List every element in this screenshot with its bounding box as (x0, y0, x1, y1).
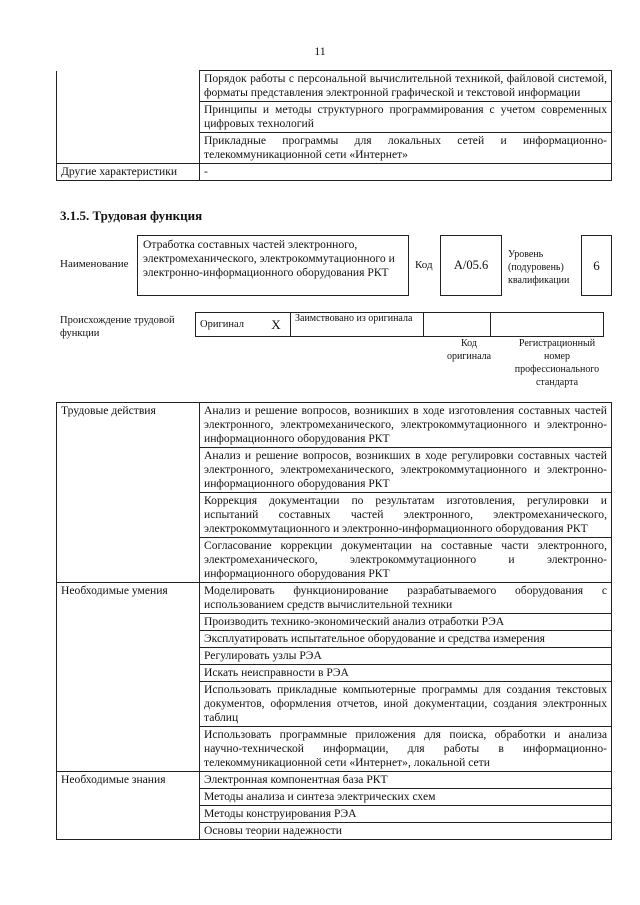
group-item: Коррекция документации по результатам изготовления, регулировки и испытаний составных частей электронного, электромеханического, электрокоммутационного и электронно-информационного оборудования РКТ (200, 493, 612, 538)
table-row (57, 71, 612, 102)
section-title: 3.1.5. Трудовая функция (60, 208, 203, 223)
row-value: - (200, 164, 612, 181)
qualification-level-box: 6 (581, 235, 612, 296)
group-item: Анализ и решение вопросов, возникших в ходе изготовления составных частей электронного, электромеханического, электрокоммутационного и электронно-информационного оборудования РКТ (200, 403, 612, 448)
table-row (57, 133, 612, 164)
row-label: Другие характеристики (57, 164, 200, 181)
original-label: Оригинал (196, 313, 263, 337)
group-item: Использовать прикладные компьютерные программы для создания текстовых документов, оформления отчетов, иной документации, создания электронных таблиц (200, 682, 612, 727)
code-original-cell (424, 313, 491, 337)
code-label: Код (415, 259, 433, 271)
group-item: Моделировать функционирование разрабатываемого оборудования с использованием средств вычислительной техники (200, 583, 612, 614)
table-row (57, 164, 612, 181)
group-item: Методы анализа и синтеза электрических схем (200, 789, 612, 806)
group-label: Необходимые умения (57, 583, 200, 772)
top-characteristics-table (56, 70, 612, 181)
group-item: Электронная компонентная база РКТ (200, 772, 612, 789)
group-item: Основы теории надежности (200, 823, 612, 840)
borrowed-label: Заимствовано из оригинала (291, 313, 424, 337)
group-item: Искать неисправности в РЭА (200, 665, 612, 682)
row-label (57, 71, 200, 102)
original-mark: X (262, 313, 291, 337)
group-label: Необходимые знания (57, 772, 200, 840)
labor-function-table (56, 402, 612, 840)
page-number: 11 (314, 44, 326, 58)
row-label (57, 133, 200, 164)
row-value: Порядок работы с персональной вычислительной техникой, файловой системой, форматы представления электронной графической и текстовой информации (200, 71, 612, 102)
group-item: Эксплуатировать испытательное оборудование и средства измерения (200, 631, 612, 648)
group-item: Регулировать узлы РЭА (200, 648, 612, 665)
table-row (57, 583, 612, 614)
group-item: Производить технико-экономический анализ отработки РЭА (200, 614, 612, 631)
row-value: Принципы и методы структурного программирования с учетом современных цифровых технологий (200, 102, 612, 133)
group-item: Методы конструирования РЭА (200, 806, 612, 823)
code-original-caption: Код оригинала (446, 338, 492, 362)
origin-label: Происхождение трудовой функции (60, 315, 175, 339)
group-item: Согласование коррекции документации на составные части электронного, электромеханического, электрокоммутационного и электронно-информационного оборудования РКТ (200, 538, 612, 583)
table-row (57, 403, 612, 448)
name-label: Наименование (60, 258, 129, 270)
row-label (57, 102, 200, 133)
reg-number-caption: Регистрационный номер профессионального стандарта (514, 338, 600, 388)
table-row (57, 772, 612, 789)
group-item: Анализ и решение вопросов, возникших в ходе регулировки составных частей электронного, электромеханического, электрокоммутационного и электронно-информационного оборудования РКТ (200, 448, 612, 493)
group-label: Трудовые действия (57, 403, 200, 583)
origin-table (195, 312, 604, 337)
reg-number-cell (491, 313, 604, 337)
level-label: Уровень (подуровень) квалификации (508, 249, 570, 286)
group-item: Использовать программные приложения для поиска, обработки и анализа научно-технической информации, для работы в информационно-телекоммуникационной сети «Интернет», локальной сети (200, 727, 612, 772)
function-code-box: A/05.6 (440, 235, 502, 296)
table-row (57, 102, 612, 133)
row-value: Прикладные программы для локальных сетей и информационно-телекоммуникационной сети «Интернет» (200, 133, 612, 164)
function-name-box: Отработка составных частей электронного, электромеханического, электрокоммутационного и электронно-информационного оборудования РКТ (137, 235, 409, 296)
